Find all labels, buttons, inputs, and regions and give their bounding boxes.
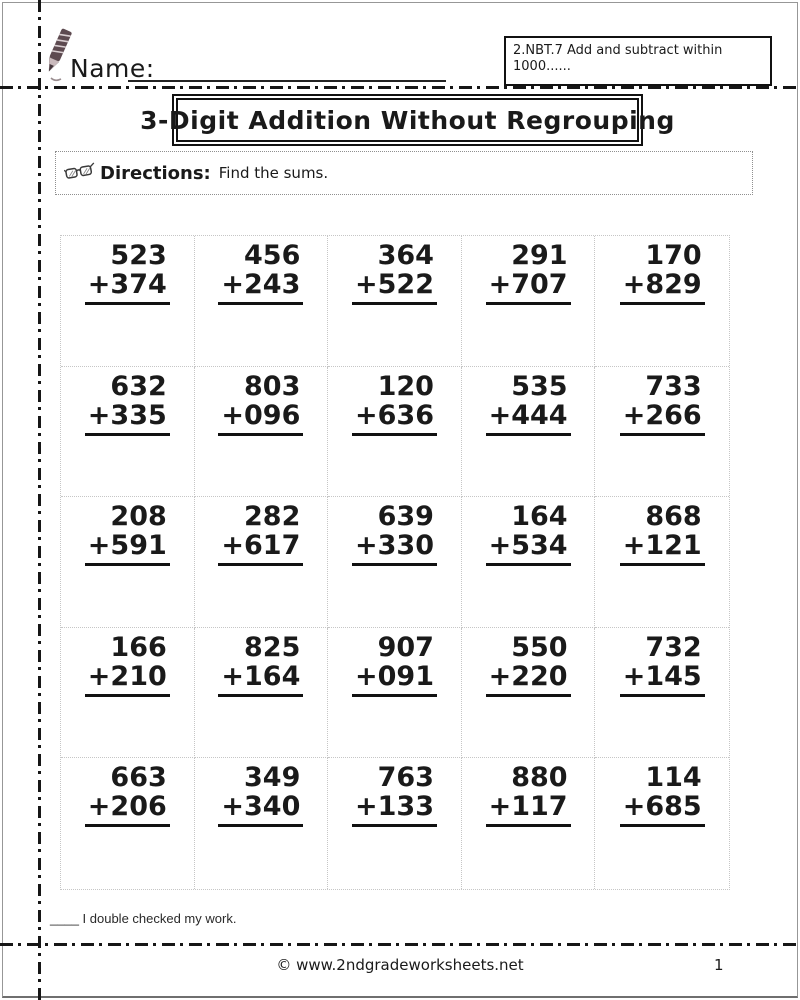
addend-bottom-with-answer-line: +243 <box>218 270 303 305</box>
addition-problem <box>218 241 303 305</box>
addend-bottom-with-answer-line: +220 <box>486 662 571 697</box>
addend-top: 632 <box>110 370 167 402</box>
problem-cell <box>595 628 729 759</box>
problem-cell <box>61 236 195 367</box>
problem-cell <box>61 628 195 759</box>
addend-top: 550 <box>511 631 568 663</box>
problem-cell <box>462 758 596 889</box>
addend-top: 282 <box>244 501 301 533</box>
addend-top: 120 <box>377 370 434 402</box>
addition-problem <box>85 502 170 566</box>
addend-bottom-with-answer-line: +335 <box>85 401 170 436</box>
addend-bottom-with-answer-line: +091 <box>352 662 437 697</box>
addend-bottom-with-answer-line: +522 <box>352 270 437 305</box>
addition-problem <box>486 763 571 827</box>
addend-top: 170 <box>645 240 702 271</box>
addend-bottom-with-answer-line: +340 <box>218 792 303 827</box>
name-blank-line <box>128 58 446 82</box>
addend-bottom-with-answer-line: +374 <box>85 270 170 305</box>
addend-top: 868 <box>645 501 702 533</box>
addition-problem <box>85 633 170 697</box>
addend-top: 535 <box>511 370 568 402</box>
addend-bottom-with-answer-line: +534 <box>486 531 571 566</box>
addend-top: 349 <box>244 762 301 794</box>
problem-cell <box>61 367 195 498</box>
addition-problem <box>486 502 571 566</box>
cut-line-vertical <box>38 0 41 1000</box>
addend-top: 166 <box>110 631 167 663</box>
problem-cell <box>195 497 329 628</box>
addend-bottom-with-answer-line: +330 <box>352 531 437 566</box>
addend-bottom-with-answer-line: +829 <box>620 270 705 305</box>
addition-problem <box>620 502 705 566</box>
addend-top: 732 <box>645 631 702 663</box>
standard-badge: 2.NBT.7 Add and subtract within 1000...... <box>504 36 772 86</box>
problem-cell <box>61 758 195 889</box>
addend-bottom-with-answer-line: +117 <box>486 792 571 827</box>
addend-top: 456 <box>244 240 301 271</box>
addend-bottom-with-answer-line: +636 <box>352 401 437 436</box>
addition-problem <box>486 241 571 305</box>
addend-top: 907 <box>377 631 434 663</box>
addend-bottom-with-answer-line: +617 <box>218 531 303 566</box>
page-title: 3-Digit Addition Without Regrouping <box>140 105 675 135</box>
addend-top: 763 <box>377 762 434 794</box>
addend-top: 825 <box>244 631 301 663</box>
problem-cell <box>61 497 195 628</box>
addend-bottom-with-answer-line: +164 <box>218 662 303 697</box>
addend-bottom-with-answer-line: +707 <box>486 270 571 305</box>
problem-cell <box>195 367 329 498</box>
problem-cell <box>462 367 596 498</box>
cut-line-bottom <box>0 943 800 946</box>
addend-bottom-with-answer-line: +266 <box>620 401 705 436</box>
addend-top: 208 <box>110 501 167 533</box>
addend-top: 803 <box>244 370 301 402</box>
addition-problem <box>85 241 170 305</box>
problem-cell <box>462 628 596 759</box>
addend-bottom-with-answer-line: +685 <box>620 792 705 827</box>
problem-cell <box>195 236 329 367</box>
addition-problem <box>486 633 571 697</box>
addend-top: 733 <box>645 370 702 402</box>
problem-cell <box>328 628 462 759</box>
cut-line-top <box>0 86 800 89</box>
addend-bottom-with-answer-line: +133 <box>352 792 437 827</box>
problem-cell <box>195 758 329 889</box>
problem-cell <box>595 367 729 498</box>
name-label: Name: <box>70 54 155 83</box>
title-box <box>140 94 675 146</box>
addition-problem <box>352 241 437 305</box>
problem-cell <box>462 236 596 367</box>
addition-problem <box>620 763 705 827</box>
title-inner-border <box>140 98 675 142</box>
addition-problem <box>620 633 705 697</box>
addition-problem <box>352 372 437 436</box>
problem-cell <box>595 497 729 628</box>
directions-label: Directions: <box>100 162 211 184</box>
addend-top: 291 <box>511 240 568 271</box>
addend-top: 164 <box>511 501 568 533</box>
addition-problem <box>85 763 170 827</box>
problems-grid <box>60 235 730 890</box>
problem-cell <box>328 497 462 628</box>
addend-bottom-with-answer-line: +206 <box>85 792 170 827</box>
glasses-icon <box>64 161 96 185</box>
problem-cell <box>595 236 729 367</box>
addition-problem <box>352 633 437 697</box>
problem-cell <box>328 758 462 889</box>
addend-bottom-with-answer-line: +444 <box>486 401 571 436</box>
addition-problem <box>486 372 571 436</box>
addend-bottom-with-answer-line: +096 <box>218 401 303 436</box>
addend-bottom-with-answer-line: +591 <box>85 531 170 566</box>
addition-problem <box>620 372 705 436</box>
double-check-statement: ____ I double checked my work. <box>50 911 237 926</box>
addition-problem <box>218 502 303 566</box>
addition-problem <box>352 763 437 827</box>
addend-bottom-with-answer-line: +145 <box>620 662 705 697</box>
addition-problem <box>218 633 303 697</box>
addend-bottom-with-answer-line: +121 <box>620 531 705 566</box>
addition-problem <box>620 241 705 305</box>
page-number: 1 <box>714 956 724 974</box>
problem-cell <box>195 628 329 759</box>
addition-problem <box>352 502 437 566</box>
addend-top: 880 <box>511 762 568 794</box>
problem-cell <box>595 758 729 889</box>
directions-text: Find the sums. <box>218 164 329 182</box>
directions-box <box>55 151 753 195</box>
addend-top: 364 <box>377 240 434 271</box>
problem-cell <box>328 367 462 498</box>
copyright-text: © www.2ndgradeworksheets.net <box>276 956 524 974</box>
addend-bottom-with-answer-line: +210 <box>85 662 170 697</box>
addition-problem <box>218 763 303 827</box>
addend-top: 663 <box>110 762 167 794</box>
addend-top: 523 <box>110 240 167 271</box>
problem-cell <box>328 236 462 367</box>
addend-top: 639 <box>377 501 434 533</box>
problem-cell <box>462 497 596 628</box>
addend-top: 114 <box>645 762 702 794</box>
addition-problem <box>85 372 170 436</box>
addition-problem <box>218 372 303 436</box>
